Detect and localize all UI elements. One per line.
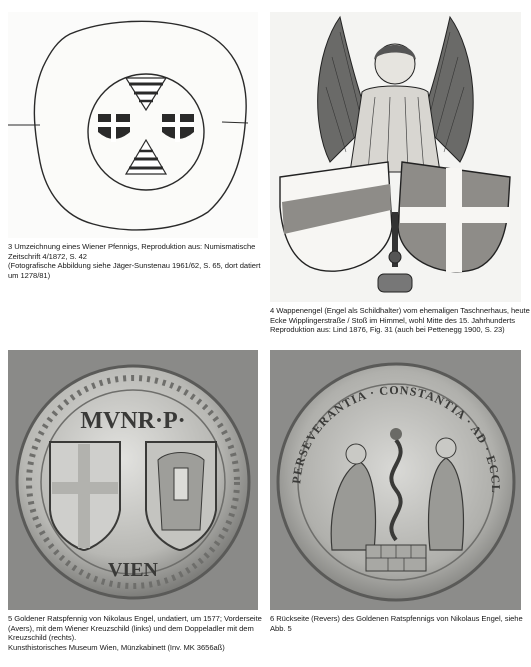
caption-line: 4 Wappenengel (Engel als Schildhalter) vom ehemaligen Taschnerhaus, heute <box>270 306 530 315</box>
figure-3-penny-drawing <box>8 12 258 238</box>
caption-line: 3 Umzeichnung eines Wiener Pfennigs, Reproduktion aus: Numismatische <box>8 242 256 251</box>
caption-line: Ecke Wipplingerstraße / Stoß im Himmel, wohl Mitte des 15. Jahrhunderts <box>270 315 516 325</box>
figure-4-caption <box>270 306 530 335</box>
figure-4-shield-angel <box>270 12 521 302</box>
coin-bottom-legend: VIEN <box>107 559 159 581</box>
caption-line: Kreuzschild (rechts). <box>8 633 77 643</box>
caption-line: Zeitschrift 4/1872, S. 42 <box>8 251 87 261</box>
figure-3-caption <box>8 242 260 280</box>
coin-obverse-photo <box>8 350 258 610</box>
caption-line: (Fotografische Abbildung siehe Jäger-Sunstenau 1961/62, S. 65, dort datiert <box>8 261 261 271</box>
coin-reverse-legend: PERSEVERANTIA · CONSTANTIA · AD · ECCL <box>289 382 504 494</box>
figure-6-caption <box>270 614 524 633</box>
caption-line: (Avers), mit dem Wiener Kreuzschild (links) und dem Doppeladler mit dem <box>8 623 254 633</box>
coin-top-legend: MVNR·P· <box>80 408 186 434</box>
caption-line: 5 Goldener Ratspfennig von Nikolaus Engel, undatiert, um 1577; Vorderseite <box>8 614 262 623</box>
figure-5-caption <box>8 614 260 652</box>
coin-reverse-photo <box>270 350 521 610</box>
shield-angel-engraving <box>270 12 521 302</box>
figure-6-coin-reverse <box>270 350 521 610</box>
figure-5-coin-obverse <box>8 350 258 610</box>
caption-line: Reproduktion aus: Lind 1876, Fig. 31 (auch bei Pettenegg 1900, S. 23) <box>270 325 505 335</box>
caption-line: um 1278/81) <box>8 270 51 280</box>
caption-line: Kunsthistorisches Museum Wien, Münzkabinett (Inv. MK 3656aß) <box>8 642 225 652</box>
caption-line: Abb. 5 <box>270 623 292 633</box>
caption-line: 6 Rückseite (Revers) des Goldenen Ratspfennigs von Nikolaus Engel, siehe <box>270 614 523 623</box>
penny-drawing-illustration <box>8 12 258 238</box>
